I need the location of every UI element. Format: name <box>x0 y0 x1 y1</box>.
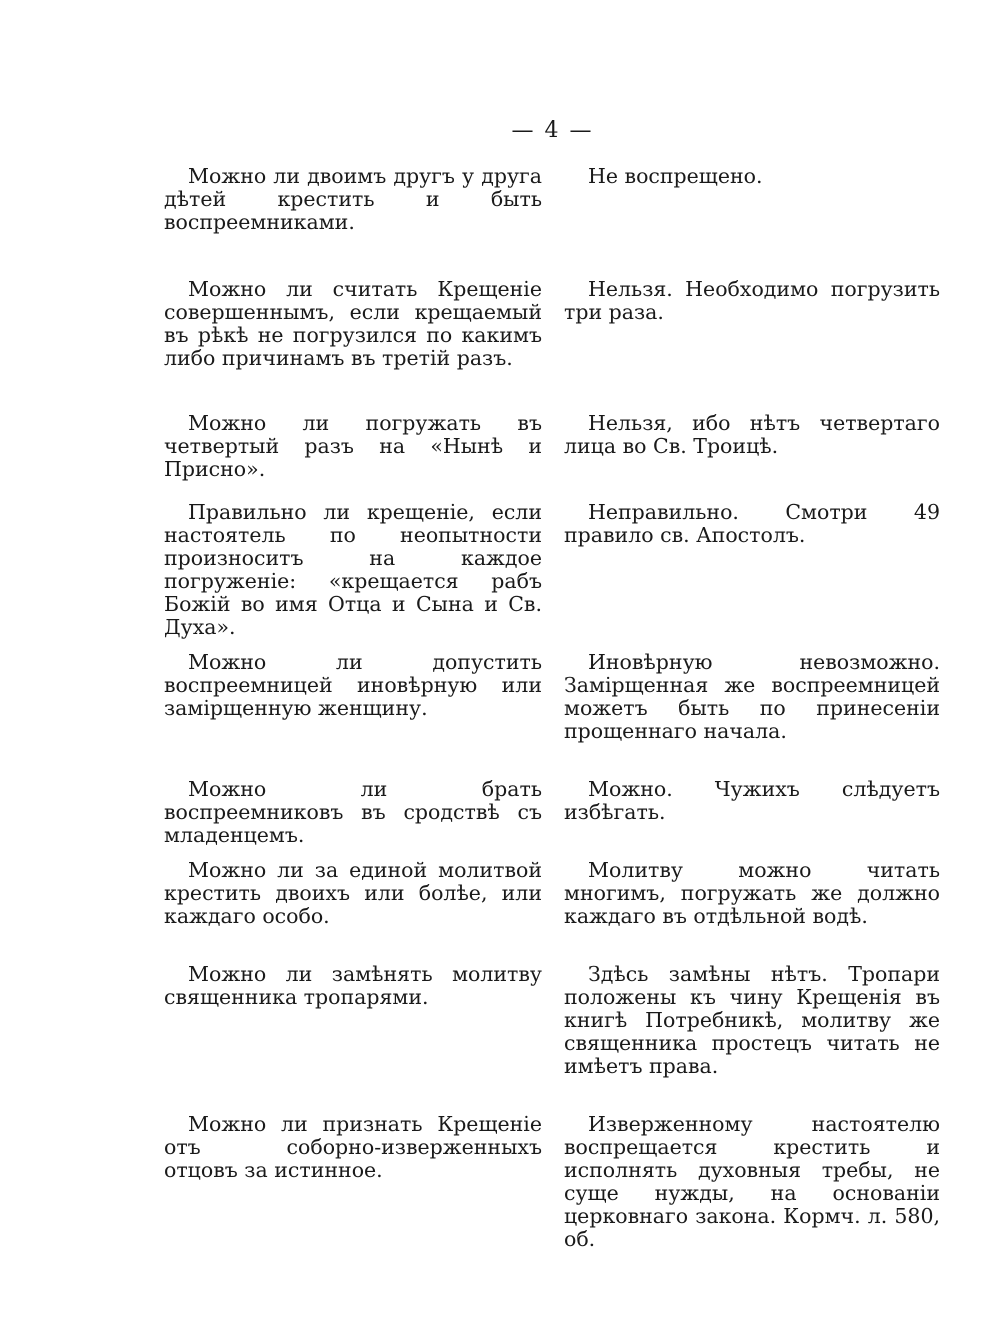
answer-text: Нельзя, ибо нѣтъ четвертаго лица во Св. Троицѣ. <box>564 411 940 458</box>
answer-text: Нельзя. Необходимо погрузить три раза. <box>564 277 940 324</box>
question-text: Можно ли допустить воспреемницей иновѣрную или замірщенную женщину. <box>164 650 542 720</box>
answer-text: Молитву можно читать многимъ, погружать же должно каждаго въ отдѣльной водѣ. <box>564 858 940 928</box>
question-text: Можно ли двоимъ другъ у друга дѣтей крестить и быть воспреемниками. <box>164 164 542 234</box>
answer-text: Можно. Чужихъ слѣдуетъ избѣгать. <box>564 777 940 824</box>
answer-text: Неправильно. Смотри 49 правило св. Апостолъ. <box>564 500 940 547</box>
answer-text: Здѣсь замѣны нѣтъ. Тропари положены къ чину Крещенія въ книгѣ Потребникѣ, молитву же священника простецъ читать не имѣетъ права. <box>564 962 940 1078</box>
question-text: Можно ли за единой молитвой крестить двоихъ или болѣе, или каждаго особо. <box>164 858 542 928</box>
question-text: Можно ли погружать въ четвертый разъ на «Нынѣ и Присно». <box>164 411 542 481</box>
question-text: Можно ли признать Крещеніе отъ соборно-изверженныхъ отцовъ за истинное. <box>164 1112 542 1182</box>
answer-text: Иновѣрную невозможно. Замірщенная же воспреемницей можетъ быть по принесеніи прощеннаго начала. <box>564 650 940 743</box>
answer-text: Не воспрещено. <box>588 164 763 188</box>
page-number: — 4 — <box>511 118 594 143</box>
question-text: Правильно ли крещеніе, если настоятель по неопытности произноситъ на каждое погруженіе: «крещается рабъ Божій во имя Отца и Сына и Св. Духа». <box>164 500 542 639</box>
answer-text: Изверженному настоятелю воспрещается крестить и исполнять духовныя требы, не суще нужды, на основаніи церковнаго закона. Кормч. л. 580, об. <box>564 1112 940 1251</box>
question-text: Можно ли считать Крещеніе совершеннымъ, если крещаемый въ рѣкѣ не погрузился по какимъ либо причинамъ въ третій разъ. <box>164 277 542 370</box>
question-text: Можно ли замѣнять молитву священника тропарями. <box>164 962 542 1009</box>
question-text: Можно ли брать воспреемниковъ въ сродствѣ съ младенцемъ. <box>164 777 542 847</box>
